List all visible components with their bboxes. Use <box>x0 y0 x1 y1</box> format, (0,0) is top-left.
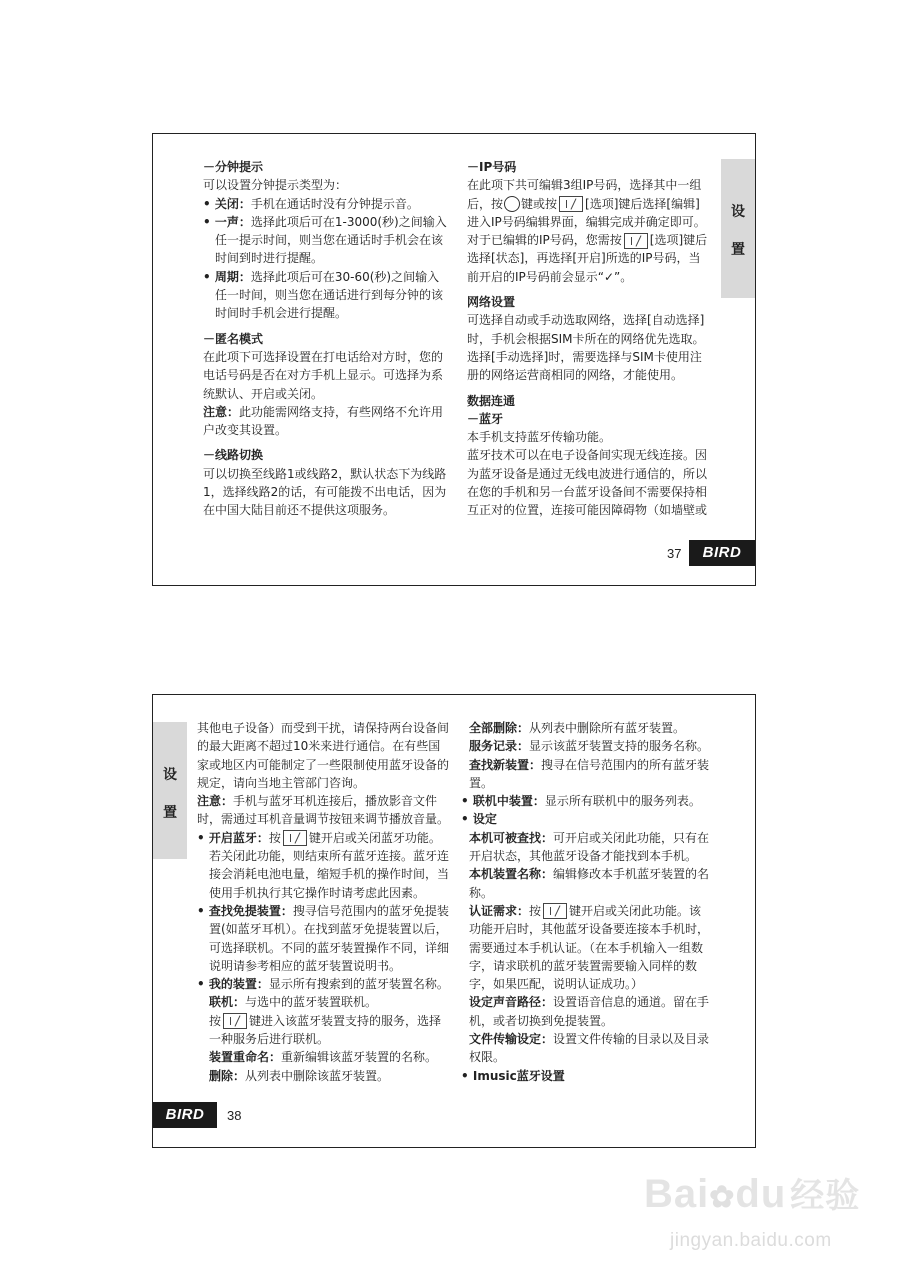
page-number: 38 <box>227 1108 242 1123</box>
watermark-url: jingyan.baidu.com <box>670 1230 832 1251</box>
delete-device-item: 删除：从列表中删除该蓝牙装置。 <box>209 1068 390 1083</box>
my-devices-item: • 我的装置：显示所有搜索到的蓝牙装置名称。 <box>197 977 449 992</box>
page-number: 37 <box>667 546 682 561</box>
online-devices-item: • 联机中装置：显示所有联机中的服务列表。 <box>461 794 701 809</box>
minute-once-item: • 一声：选择此项后可在1-3000(秒)之间输入任一提示时间，则当您在通话时手机会在该时间到时进行提醒。 <box>203 214 447 266</box>
bluetooth-text: 蓝牙技术可以在电子设备间实现无线连接。因为蓝牙设备是通过无线电波进行通信的，所以在您的手机和另一台蓝牙设备间不需要保持相互正对的位置，连接可能因障碍物（如墙壁或 <box>467 448 708 518</box>
line-switch-title: －线路切换 <box>203 448 264 463</box>
page38-right-column <box>461 719 713 1085</box>
imusic-item: • Imusic蓝牙设置 <box>461 1068 565 1083</box>
ok-key-icon <box>504 196 520 212</box>
network-settings-text: 可选择自动或手动选取网络，选择[自动选择]时，手机会根据SIM卡所在的网络优先选取。选择[手动选择]时，需要选择与SIM卡使用注册的网络运营商相同的网络，才能使用。 <box>467 313 705 383</box>
file-transfer-item: 文件传输设定：设置文件传输的目录以及目录权限。 <box>469 1032 710 1065</box>
minute-reminder-title: －分钟提示 <box>203 160 264 174</box>
softkey-icon <box>283 830 307 846</box>
ip-number-title: －IP号码 <box>467 160 517 174</box>
data-connect-title: 数据连通 <box>467 393 516 408</box>
tab-char: 置 <box>163 805 177 821</box>
page37-right-column <box>467 158 711 520</box>
paw-icon: ✿ <box>709 1181 736 1214</box>
audio-path-item: 设定声音路径：设置语音信息的通道。留在手机，或者切换到免提装置。 <box>469 995 710 1028</box>
baidu-watermark <box>640 1168 890 1268</box>
anonymous-mode-title: －匿名模式 <box>203 331 264 346</box>
find-handsfree-item: • 查找免提装置：搜寻信号范围内的蓝牙免提装置(如蓝牙耳机）。在找到蓝牙免提装置以后，可选择联机。不同的蓝牙装置操作不同，详细说明请参考相应的蓝牙装置说明书。 <box>197 903 450 973</box>
open-bluetooth-item: • 开启蓝牙：按 键开启或关闭蓝牙功能。若关闭此功能，则结束所有蓝牙连接。蓝牙连接会消耗电池电量，缩短手机的操作时间，当使用手机执行其它操作时请考虑此因素。 <box>197 830 450 900</box>
manual-page-37 <box>152 133 756 586</box>
delete-all-item: 全部删除：从列表中删除所有蓝牙装置。 <box>469 721 686 735</box>
anonymous-mode-text: 在此项下可选择设置在打电话给对方时，您的电话号码是否在对方手机上显示。可选择为系统默认、开启或关闭。 <box>203 349 444 401</box>
page38-left-column <box>197 719 451 1085</box>
minute-off-item: • 关闭：手机在通话时没有分钟提示音。 <box>203 196 419 211</box>
tab-char: 设 <box>163 767 177 783</box>
bird-logo: BIRD <box>153 1102 217 1128</box>
bird-logo: BIRD <box>689 540 755 566</box>
page37-left-column <box>203 158 451 520</box>
connect-item: 联机：与选中的蓝牙装置联机。 <box>209 995 378 1010</box>
softkey-icon <box>624 233 648 249</box>
anonymous-note: 注意：此功能需网络支持，有些网络不允许用户改变其设置。 <box>203 404 444 438</box>
device-name-item: 本机装置名称：编辑修改本手机蓝牙装置的名称。 <box>469 867 710 900</box>
settings-section-tab <box>153 722 187 859</box>
tab-char: 置 <box>731 242 745 258</box>
bluetooth-intro: 本手机支持蓝牙传输功能。 <box>467 430 612 445</box>
rename-device-item: 装置重命名：重新编辑该蓝牙装置的名称。 <box>209 1050 438 1065</box>
softkey-icon <box>559 196 583 212</box>
auth-required-item: 认证需求：按 键开启或关闭此功能。该功能开启时，其他蓝牙设备要连接本手机时，需要通过本手机认证。（在本手机输入一组数字，请求联机的蓝牙装置需要输入同样的数字，如果匹配，说明认证成功。） <box>469 903 710 992</box>
connect-press-text: 按 键进入该蓝牙装置支持的服务，选择一种服务后进行联机。 <box>209 1013 442 1047</box>
discoverable-item: 本机可被查找：可开启或关闭此功能，只有在开启状态，其他蓝牙设备才能找到本手机。 <box>469 830 710 864</box>
bluetooth-note: 注意：手机与蓝牙耳机连接后，播放影音文件时，需通过耳机音量调节按钮来调节播放音量。 <box>197 794 450 827</box>
line-switch-text: 可以切换至线路1或线路2，默认状态下为线路1，选择线路2的话，有可能拨不出电话，因为在中国大陆目前还不提供这项服务。 <box>203 466 447 518</box>
bluetooth-continued-text: 其他电子设备）而受到干扰，请保持两台设备间的最大距离不超过10米来进行通信。在有些国家或地区内可能制定了一些限制使用蓝牙设备的规定，请向当地主管部门咨询。 <box>197 721 450 790</box>
minute-reminder-intro: 可以设置分钟提示类型为： <box>203 178 348 193</box>
manual-page-38 <box>152 694 756 1148</box>
service-record-item: 服务记录：显示该蓝牙装置支持的服务名称。 <box>469 739 710 754</box>
tab-char: 设 <box>731 204 745 220</box>
bluetooth-title: －蓝牙 <box>467 411 504 426</box>
settings-item: • 设定 <box>461 812 497 827</box>
watermark-brand: Bai✿du 经验 <box>644 1172 861 1216</box>
softkey-icon <box>223 1013 247 1029</box>
softkey-icon <box>543 903 567 919</box>
minute-period-item: • 周期：选择此项后可在30-60(秒)之间输入任一时间，则当您在通话进行到每分钟的该时间时手机会进行提醒。 <box>203 269 444 321</box>
find-new-device-item: 查找新装置：搜寻在信号范围内的所有蓝牙装置。 <box>469 757 710 790</box>
network-settings-title: 网络设置 <box>467 295 516 310</box>
settings-section-tab <box>721 159 755 298</box>
ip-number-text: 在此项下共可编辑3组IP号码，选择其中一组后，按 键或按 [选项]键后选择[编辑]进入IP号码编辑界面，编辑完成并确定即可。对于已编辑的IP号码，您需按 [选项]键后选择[状态]，再选择[开启]所选的IP号码，当前开启的IP号码前会显示“✓”。 <box>467 178 708 284</box>
